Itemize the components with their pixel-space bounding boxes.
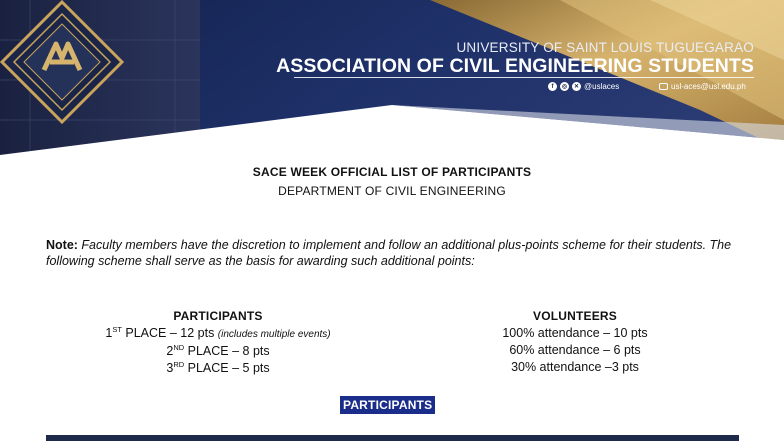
university-name: UNIVERSITY OF SAINT LOUIS TUGUEGARAO bbox=[456, 40, 754, 55]
volunteers-item: 30% attendance –3 pts bbox=[511, 360, 639, 374]
table-header-band bbox=[46, 435, 739, 441]
participants-section-badge: PARTICIPANTS bbox=[340, 396, 435, 414]
social-links bbox=[548, 82, 619, 91]
participants-column bbox=[100, 308, 336, 377]
volunteers-item: 100% attendance – 10 pts bbox=[502, 326, 648, 340]
note-label: Note: bbox=[46, 238, 78, 252]
volunteers-column bbox=[450, 308, 700, 376]
instagram-icon[interactable]: ◎ bbox=[561, 84, 568, 90]
participants-heading: PARTICIPANTS bbox=[173, 309, 263, 323]
header-rule bbox=[294, 77, 754, 78]
note-text: Faculty members have the discretion to implement and follow an additional plus-points scheme for their students. The following scheme shall serve as the basis for awarding such additional points: bbox=[46, 238, 732, 268]
email-address: usl-aces@usl.edu.ph bbox=[671, 82, 746, 91]
x-icon[interactable]: ✕ bbox=[573, 84, 580, 90]
participants-item: 3RD PLACE – 5 pts bbox=[166, 359, 270, 375]
participants-item: 2ND PLACE – 8 pts bbox=[166, 342, 270, 358]
volunteers-item: 60% attendance – 6 pts bbox=[509, 343, 641, 357]
facebook-icon[interactable]: f bbox=[548, 82, 557, 91]
organization-name: ASSOCIATION OF CIVIL ENGINEERING STUDENTS bbox=[276, 55, 754, 77]
volunteers-heading: VOLUNTEERS bbox=[532, 309, 617, 323]
aces-logo bbox=[0, 0, 124, 124]
department-name: DEPARTMENT OF CIVIL ENGINEERING bbox=[278, 184, 506, 198]
mail-icon bbox=[659, 83, 668, 90]
document-title: SACE WEEK OFFICIAL LIST OF PARTICIPANTS bbox=[252, 165, 532, 179]
participants-item: 1ST PLACE – 12 pts (includes multiple events) bbox=[105, 324, 331, 340]
social-handle: @uslaces bbox=[584, 82, 620, 91]
note-paragraph bbox=[46, 238, 746, 269]
header-banner bbox=[0, 0, 784, 175]
contact-email bbox=[659, 82, 746, 91]
